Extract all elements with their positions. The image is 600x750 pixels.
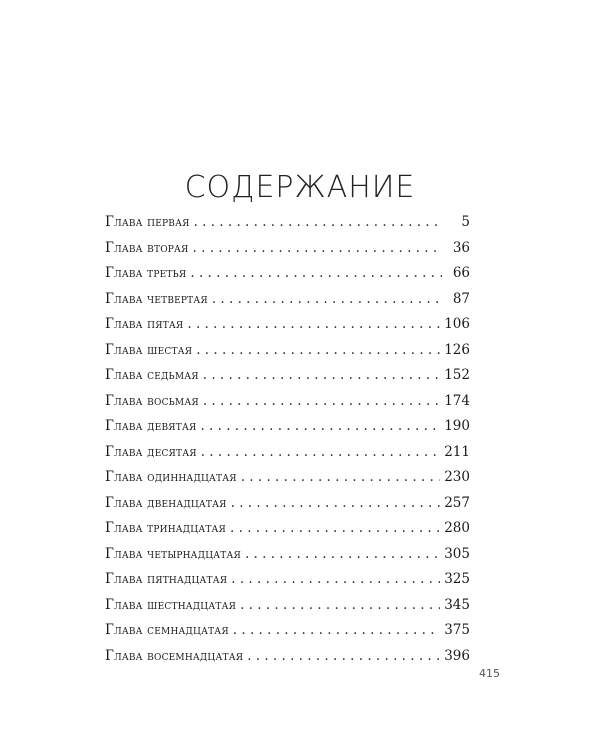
toc-entry[interactable]: [105, 516, 470, 542]
toc-leader-dots: [193, 236, 442, 262]
toc-entry-label: Глава десятая: [105, 443, 197, 460]
toc-entry[interactable]: [105, 414, 470, 440]
toc-entry[interactable]: [105, 440, 470, 466]
toc-entry[interactable]: [105, 287, 470, 313]
toc-entry-label: Глава девятая: [105, 418, 197, 434]
toc-entry-label: Глава первая: [105, 214, 190, 230]
toc-entry-label: Глава третья: [105, 265, 187, 281]
toc-entry-page: 5: [461, 214, 470, 230]
page-number: 415: [479, 667, 500, 680]
toc-leader-dots: [201, 440, 441, 466]
toc-entry-label: Глава семнадцатая: [105, 622, 229, 638]
toc-leader-dots: [190, 261, 442, 287]
toc-entry-label: Глава пятая: [105, 316, 184, 332]
toc-entry-page: 396: [444, 647, 470, 664]
toc-entry-label: Глава четырнадцатая: [105, 545, 241, 562]
toc-entry[interactable]: [105, 261, 470, 287]
toc-entry-page: 280: [444, 520, 470, 536]
toc-entry-label: Глава восемнадцатая: [105, 647, 244, 664]
toc-leader-dots: [187, 312, 440, 338]
toc-entry[interactable]: [105, 312, 470, 338]
toc-entry[interactable]: [105, 465, 470, 491]
toc-leader-dots: [247, 644, 440, 670]
toc-entry-page: 257: [444, 494, 470, 511]
toc-entry-label: Глава шестая: [105, 341, 193, 358]
toc-entry[interactable]: [105, 363, 470, 389]
toc-leader-dots: [196, 338, 440, 364]
toc-leader-dots: [231, 567, 440, 593]
toc-entry-page: 345: [444, 596, 470, 613]
toc-entry-label: Глава тринадцатая: [105, 520, 227, 536]
toc-entry-page: 174: [444, 392, 470, 409]
toc-entry[interactable]: [105, 338, 470, 364]
toc-entry-page: 325: [444, 571, 470, 587]
toc-leader-dots: [194, 210, 442, 236]
toc-entry-label: Глава восьмая: [105, 392, 199, 409]
toc-entry[interactable]: [105, 210, 470, 236]
table-of-contents: [105, 210, 470, 669]
toc-entry-label: Глава одиннадцатая: [105, 469, 237, 485]
toc-entry-page: 126: [444, 341, 470, 358]
toc-leader-dots: [203, 389, 440, 415]
toc-entry-page: 375: [444, 622, 470, 638]
toc-entry-label: Глава двенадцатая: [105, 494, 227, 511]
toc-entry[interactable]: [105, 491, 470, 517]
toc-entry-label: Глава седьмая: [105, 367, 199, 383]
toc-entry-label: Глава шестнадцатая: [105, 596, 237, 613]
toc-leader-dots: [240, 593, 440, 619]
toc-entry-page: 230: [444, 469, 470, 485]
toc-entry[interactable]: [105, 542, 470, 568]
toc-leader-dots: [245, 542, 440, 568]
toc-entry[interactable]: [105, 236, 470, 262]
toc-entry[interactable]: [105, 567, 470, 593]
toc-entry[interactable]: [105, 593, 470, 619]
toc-entry-label: Глава четвертая: [105, 290, 208, 307]
toc-entry-page: 305: [444, 545, 470, 562]
toc-entry-page: 211: [444, 443, 470, 460]
toc-entry[interactable]: [105, 389, 470, 415]
toc-leader-dots: [241, 465, 441, 491]
toc-leader-dots: [212, 287, 442, 313]
toc-entry[interactable]: [105, 644, 470, 670]
toc-leader-dots: [230, 516, 440, 542]
toc-entry[interactable]: [105, 618, 470, 644]
toc-leader-dots: [231, 491, 441, 517]
toc-entry-page: 87: [452, 290, 470, 307]
toc-entry-label: Глава пятнадцатая: [105, 571, 228, 587]
toc-leader-dots: [200, 414, 440, 440]
toc-entry-page: 36: [452, 239, 470, 256]
toc-entry-page: 106: [444, 316, 470, 332]
toc-entry-label: Глава вторая: [105, 239, 189, 256]
page-title: СОДЕРЖАНИЕ: [184, 170, 416, 206]
toc-entry-page: 152: [444, 367, 470, 383]
toc-leader-dots: [203, 363, 440, 389]
toc-entry-page: 190: [444, 418, 470, 434]
toc-entry-page: 66: [452, 265, 470, 281]
toc-leader-dots: [233, 618, 440, 644]
